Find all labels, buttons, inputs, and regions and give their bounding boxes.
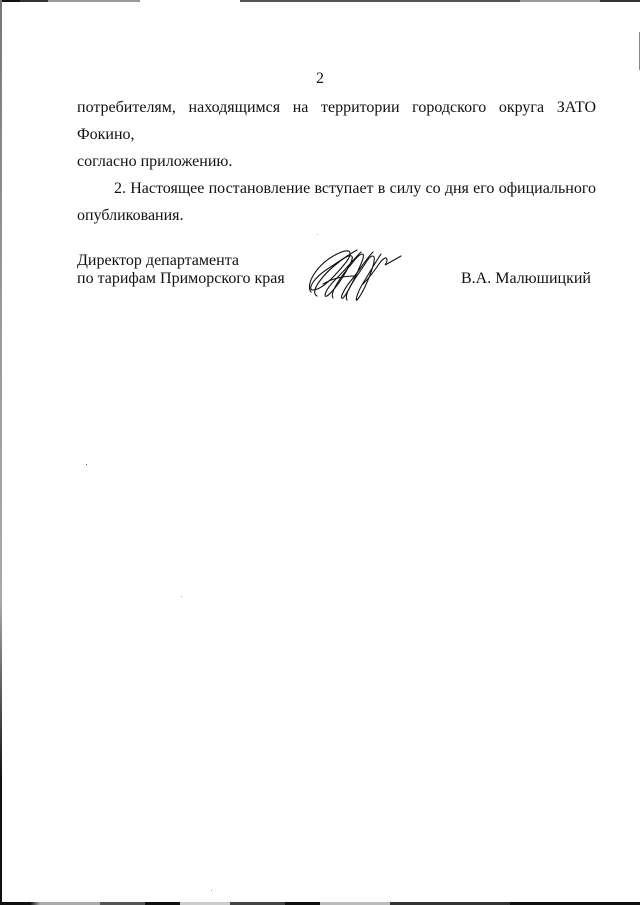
handwritten-signature-icon <box>303 240 403 304</box>
paragraph-2-line-2: опубликования. <box>77 207 184 224</box>
signature-block <box>77 252 596 312</box>
scan-speck <box>211 890 212 891</box>
scan-border-top <box>0 0 640 2</box>
scan-speck <box>317 234 318 235</box>
scan-speck <box>86 464 87 465</box>
scan-border-left <box>0 0 2 905</box>
paragraph-2-line-1: 2. Настоящее постановление вступает в силу со дня его официального <box>114 180 596 197</box>
signer-title-line-1: Директор департамента <box>77 252 239 269</box>
paragraph-1-line-1: потребителям, находящимся на территории городского округа ЗАТО Фокино, <box>77 99 596 143</box>
paragraph-2 <box>77 175 596 229</box>
scan-speck <box>181 596 182 597</box>
signer-title <box>77 252 285 288</box>
paragraph-1-line-2: согласно приложению. <box>77 153 233 170</box>
signer-name: В.А. Малюшицкий <box>461 270 591 287</box>
signer-title-line-2: по тарифам Приморского края <box>77 270 285 287</box>
page-number: 2 <box>316 70 324 87</box>
paragraph-1 <box>77 94 596 175</box>
body-text <box>77 94 596 229</box>
